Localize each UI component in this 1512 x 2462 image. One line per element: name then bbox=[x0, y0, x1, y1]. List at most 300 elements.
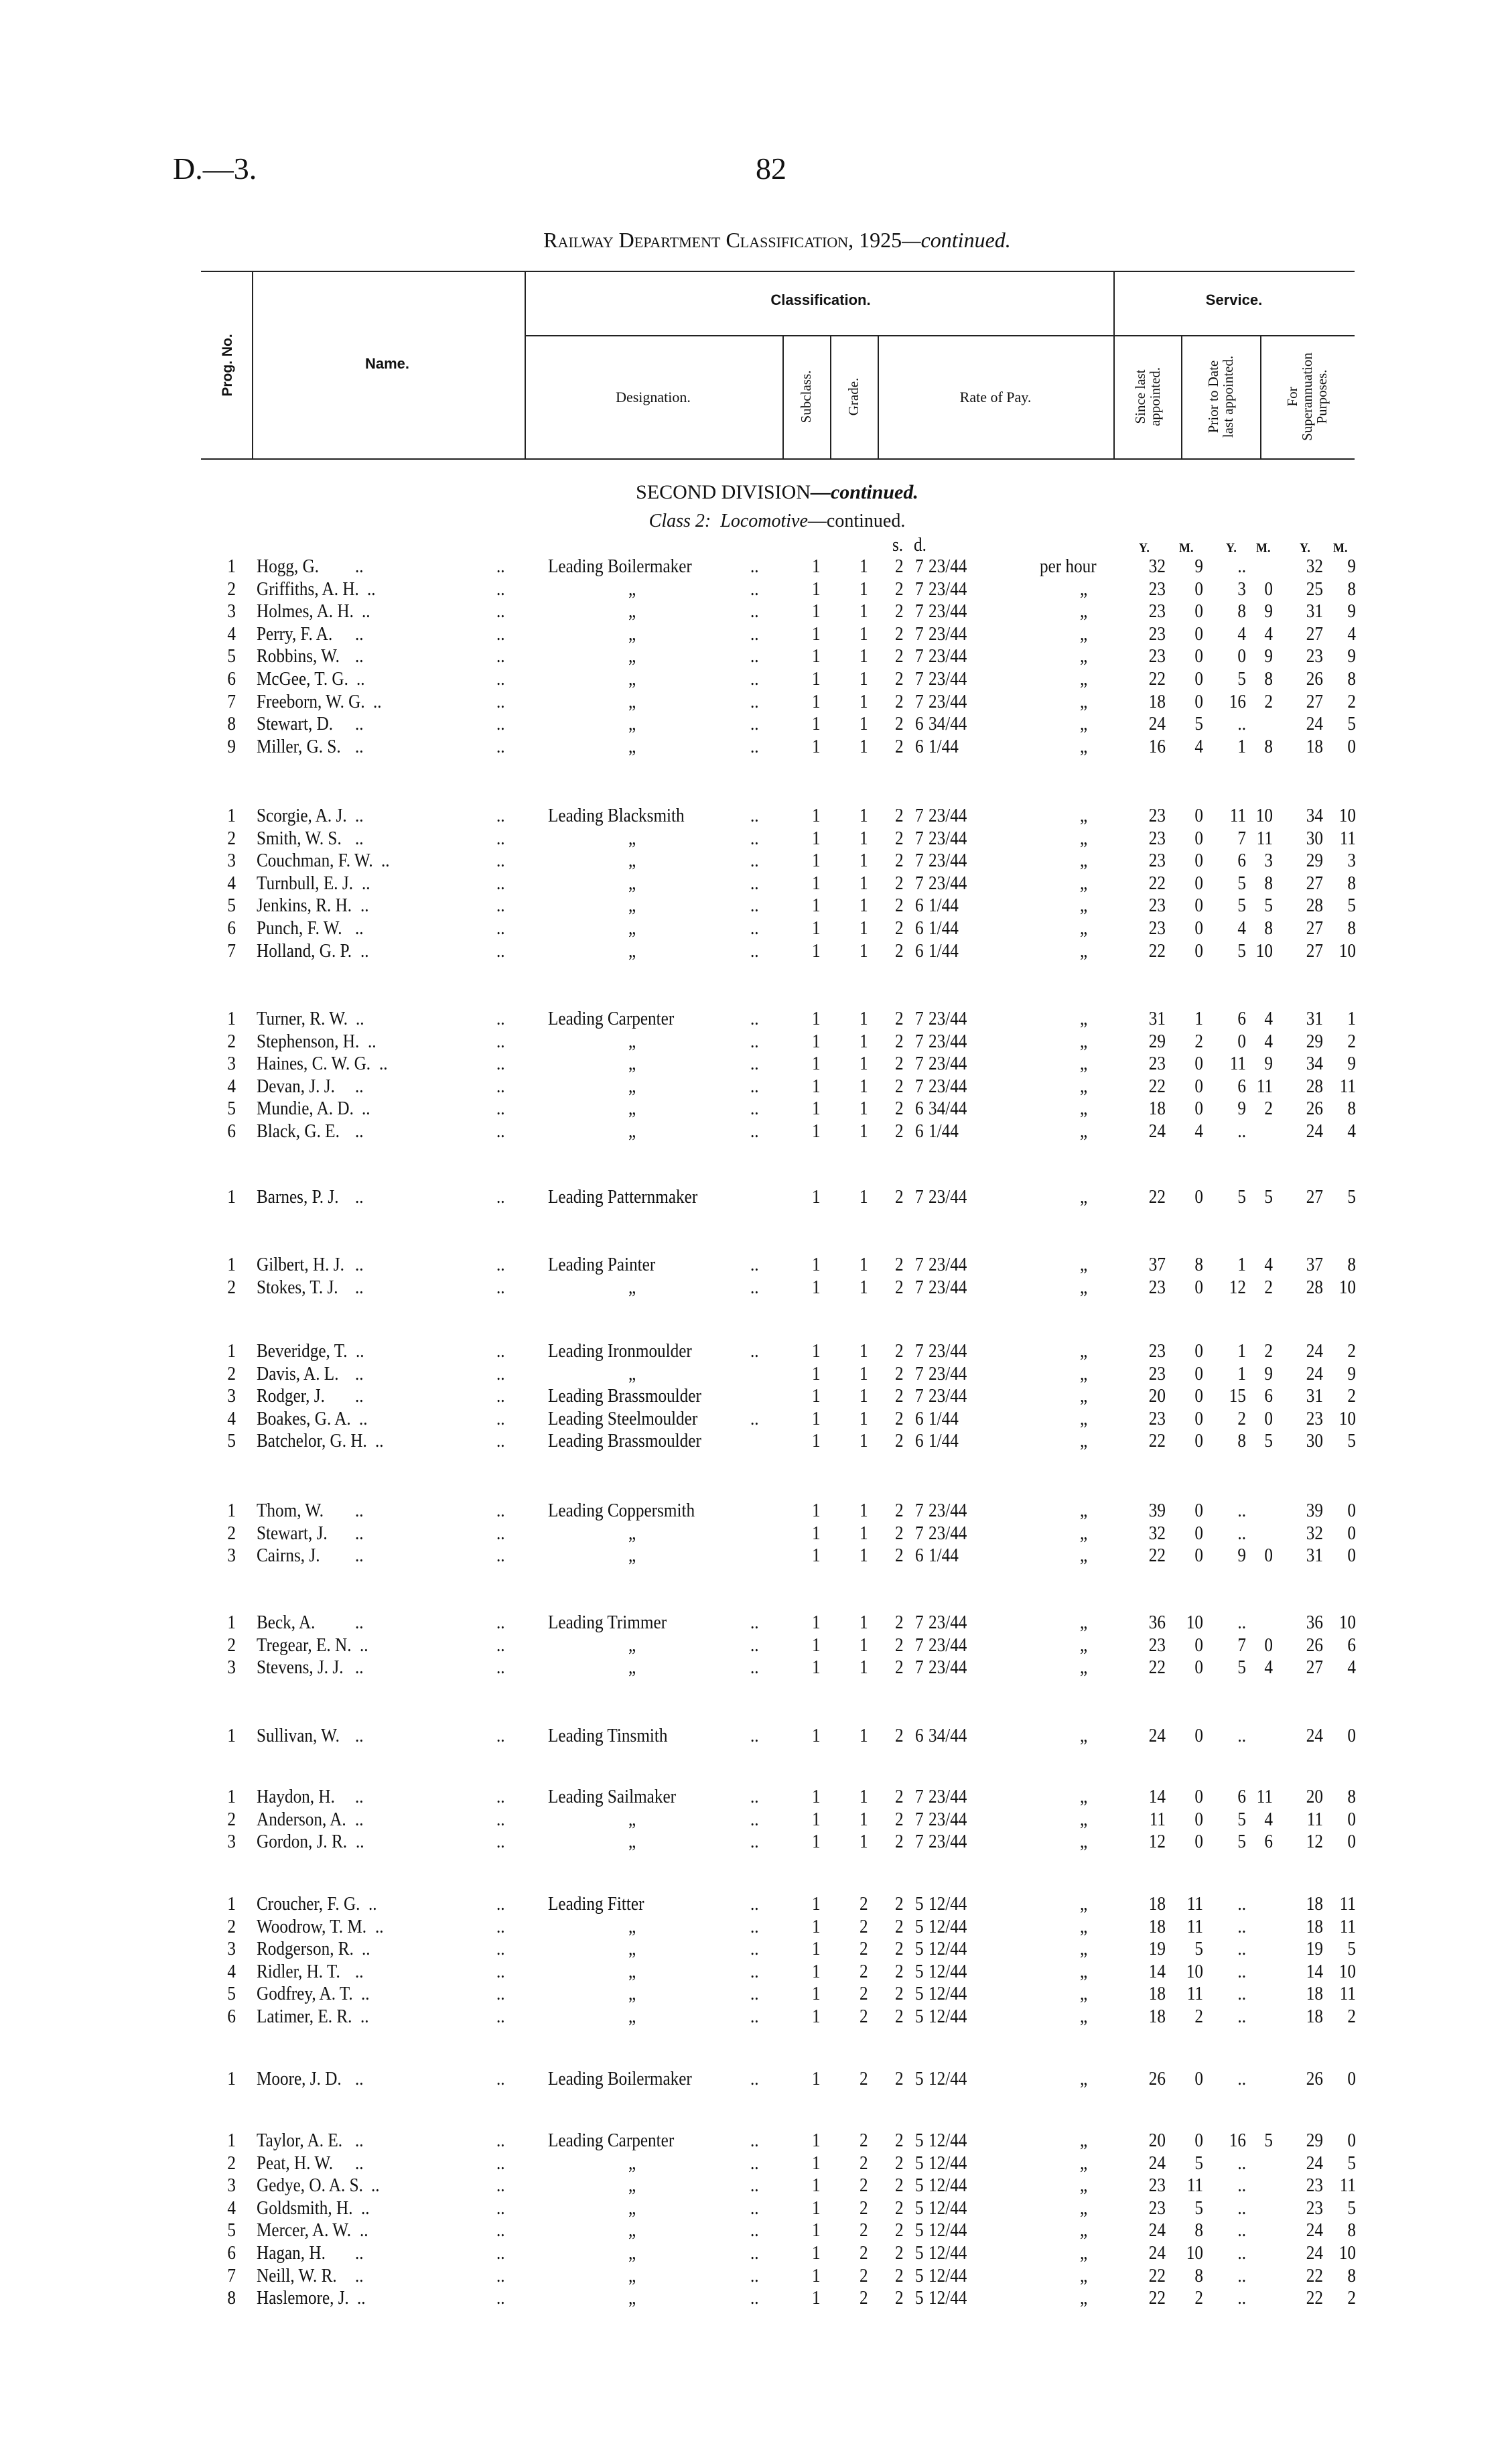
since-last-years: 24 bbox=[1148, 1121, 1166, 1142]
since-last-years: 37 bbox=[1148, 1254, 1166, 1275]
designation-leader: .. bbox=[750, 1098, 759, 1120]
subclass: 1 bbox=[812, 1612, 821, 1633]
super-months: 8 bbox=[1347, 1787, 1356, 1807]
rate-pence: 7 bbox=[915, 872, 924, 894]
rate-fraction: 23/44 bbox=[929, 805, 967, 826]
name-leader: .. bbox=[362, 872, 370, 894]
unit-shillings: s. bbox=[892, 535, 904, 556]
prior-years: 1 bbox=[1237, 1363, 1246, 1384]
rate-unit: „ bbox=[1080, 2197, 1088, 2219]
super-years: 27 bbox=[1306, 691, 1323, 712]
since-last-months: 0 bbox=[1194, 1634, 1203, 1656]
prog-no: 6 bbox=[227, 669, 236, 690]
since-last-years: 11 bbox=[1149, 1809, 1166, 1830]
rate-unit: „ bbox=[1080, 1009, 1088, 1029]
rate-shillings: 2 bbox=[895, 1787, 904, 1807]
rate-unit: „ bbox=[1080, 623, 1088, 645]
subclass: 1 bbox=[812, 1031, 821, 1052]
since-last-months: 2 bbox=[1194, 2006, 1203, 2027]
rate-unit: „ bbox=[1080, 1726, 1088, 1746]
super-months: 0 bbox=[1347, 736, 1356, 757]
rate-unit: „ bbox=[1080, 714, 1088, 735]
name: Griffiths, A. H. bbox=[257, 578, 359, 600]
rate-fraction: 12/44 bbox=[929, 1894, 967, 1915]
rate-pence: 7 bbox=[915, 669, 924, 690]
rate-shillings: 2 bbox=[895, 714, 904, 735]
rate-unit: „ bbox=[1080, 1657, 1088, 1679]
super-years: 19 bbox=[1306, 1939, 1323, 1960]
rate-fraction: 1/44 bbox=[929, 1545, 959, 1567]
since-last-months: 0 bbox=[1194, 850, 1203, 872]
since-last-months: 5 bbox=[1194, 1939, 1203, 1960]
rate-pence: 7 bbox=[915, 1634, 924, 1656]
prior-months: 2 bbox=[1264, 1277, 1273, 1298]
rate-fraction: 12/44 bbox=[929, 2220, 967, 2242]
name-leader-2: .. bbox=[496, 1341, 505, 1362]
super-years: 26 bbox=[1306, 1634, 1323, 1656]
since-last-months: 0 bbox=[1194, 872, 1203, 894]
prior-years: .. bbox=[1237, 1522, 1246, 1544]
rate-shillings: 2 bbox=[895, 1894, 904, 1915]
since-last-years: 22 bbox=[1148, 2288, 1166, 2309]
name-leader-2: .. bbox=[496, 2175, 505, 2197]
designation: „ bbox=[628, 669, 636, 690]
name-leader: .. bbox=[356, 669, 365, 690]
rate-shillings: 2 bbox=[895, 1961, 904, 1982]
name: Hogg, G. bbox=[257, 556, 320, 577]
since-last-months: 2 bbox=[1194, 2288, 1203, 2309]
designation: „ bbox=[628, 1363, 636, 1384]
prior-years: 1 bbox=[1237, 736, 1246, 757]
designation: „ bbox=[628, 714, 636, 735]
name: Robbins, W. bbox=[257, 646, 340, 667]
prior-years: .. bbox=[1237, 2243, 1246, 2264]
prior-years: 5 bbox=[1237, 1657, 1246, 1679]
prior-years: 7 bbox=[1237, 828, 1246, 849]
since-last-months: 0 bbox=[1194, 1545, 1203, 1567]
name-leader-2: .. bbox=[496, 556, 505, 577]
name-leader-2: .. bbox=[496, 2265, 505, 2286]
rate-pence: 6 bbox=[915, 736, 924, 757]
name-leader-2: .. bbox=[496, 1634, 505, 1656]
name-leader-2: .. bbox=[496, 2197, 505, 2219]
since-last-months: 8 bbox=[1194, 2220, 1203, 2242]
rate-unit: „ bbox=[1080, 1939, 1088, 1960]
rate-pence: 7 bbox=[915, 1831, 924, 1853]
grade: 1 bbox=[860, 828, 868, 849]
unit-months: M. bbox=[1256, 541, 1271, 556]
prior-months: 8 bbox=[1264, 669, 1273, 690]
rate-fraction: 12/44 bbox=[929, 2152, 967, 2174]
designation: „ bbox=[628, 1831, 636, 1853]
prior-years: 8 bbox=[1237, 601, 1246, 623]
rate-fraction: 12/44 bbox=[929, 1984, 967, 2005]
prog-no: 1 bbox=[227, 1009, 236, 1029]
designation-leader: .. bbox=[750, 1726, 759, 1746]
prog-no: 7 bbox=[227, 691, 236, 712]
designation: „ bbox=[628, 828, 636, 849]
super-months: 10 bbox=[1338, 2243, 1356, 2264]
prior-years: .. bbox=[1237, 2220, 1246, 2242]
rate-unit: „ bbox=[1080, 1634, 1088, 1656]
grade: 1 bbox=[860, 1363, 868, 1384]
page-title bbox=[543, 228, 1011, 253]
grade: 1 bbox=[860, 1254, 868, 1275]
super-years: 24 bbox=[1306, 1341, 1323, 1362]
prior-months: 5 bbox=[1264, 1187, 1273, 1208]
name: Holland, G. P. bbox=[257, 940, 352, 962]
name: Smith, W. S. bbox=[257, 828, 342, 849]
name-leader-2: .. bbox=[496, 578, 505, 600]
prog-no: 1 bbox=[227, 1500, 236, 1521]
since-last-months: 0 bbox=[1194, 2130, 1203, 2151]
designation: „ bbox=[628, 872, 636, 894]
rate-shillings: 2 bbox=[895, 895, 904, 917]
name: Barnes, P. J. bbox=[257, 1187, 339, 1208]
since-last-months: 0 bbox=[1194, 1187, 1203, 1208]
grade: 1 bbox=[860, 850, 868, 872]
super-years: 24 bbox=[1306, 2220, 1323, 2242]
super-years: 34 bbox=[1306, 1053, 1323, 1075]
since-last-months: 0 bbox=[1194, 1522, 1203, 1544]
name-leader-2: .. bbox=[496, 828, 505, 849]
super-months: 4 bbox=[1347, 623, 1356, 645]
since-last-years: 22 bbox=[1148, 1187, 1166, 1208]
super-years: 32 bbox=[1306, 1522, 1323, 1544]
prog-no: 8 bbox=[227, 714, 236, 735]
name-leader: .. bbox=[362, 1098, 370, 1120]
name: Stephenson, H. bbox=[257, 1031, 360, 1052]
rate-fraction: 12/44 bbox=[929, 2265, 967, 2286]
name: Cairns, J. bbox=[257, 1545, 320, 1567]
since-last-years: 20 bbox=[1148, 2130, 1166, 2151]
designation: „ bbox=[628, 1809, 636, 1830]
designation: „ bbox=[628, 1634, 636, 1656]
name: Haydon, H. bbox=[257, 1787, 335, 1807]
since-last-years: 32 bbox=[1148, 556, 1166, 577]
subclass: 1 bbox=[812, 2197, 821, 2219]
name: Mundie, A. D. bbox=[257, 1098, 354, 1120]
super-months: 5 bbox=[1347, 1187, 1356, 1208]
name: Punch, F. W. bbox=[257, 918, 342, 939]
name: Goldsmith, H. bbox=[257, 2197, 353, 2219]
designation: „ bbox=[628, 1961, 636, 1982]
super-months: 0 bbox=[1347, 2069, 1356, 2089]
since-last-years: 18 bbox=[1148, 691, 1166, 712]
super-months: 0 bbox=[1347, 1500, 1356, 1521]
rate-fraction: 23/44 bbox=[929, 828, 967, 849]
subclass: 1 bbox=[812, 2265, 821, 2286]
rate-unit: „ bbox=[1080, 1894, 1088, 1915]
grade: 1 bbox=[860, 1341, 868, 1362]
name: Mercer, A. W. bbox=[257, 2220, 352, 2242]
rate-pence: 7 bbox=[915, 691, 924, 712]
since-last-years: 23 bbox=[1148, 2175, 1166, 2197]
subclass: 1 bbox=[812, 1363, 821, 1384]
name-leader: .. bbox=[368, 1894, 377, 1915]
grade: 1 bbox=[860, 1522, 868, 1544]
name-leader: .. bbox=[360, 1634, 368, 1656]
prior-years: 5 bbox=[1237, 1831, 1246, 1853]
super-years: 26 bbox=[1306, 1098, 1323, 1120]
rate-pence: 7 bbox=[915, 805, 924, 826]
prog-no: 7 bbox=[227, 2265, 236, 2286]
name-leader: .. bbox=[355, 1787, 364, 1807]
name-leader: .. bbox=[355, 1254, 364, 1275]
prior-months: 11 bbox=[1256, 828, 1273, 849]
rate-shillings: 2 bbox=[895, 623, 904, 645]
since-last-months: 0 bbox=[1194, 2069, 1203, 2089]
rate-unit: „ bbox=[1080, 828, 1088, 849]
since-last-years: 23 bbox=[1148, 623, 1166, 645]
since-last-years: 14 bbox=[1148, 1961, 1166, 1982]
rate-shillings: 2 bbox=[895, 1831, 904, 1853]
since-last-years: 22 bbox=[1148, 1545, 1166, 1567]
prog-no: 9 bbox=[227, 736, 236, 757]
rate-shillings: 2 bbox=[895, 1187, 904, 1208]
since-last-years: 23 bbox=[1148, 828, 1166, 849]
super-months: 2 bbox=[1347, 1031, 1356, 1052]
prior-years: .. bbox=[1237, 1726, 1246, 1746]
super-months: 2 bbox=[1347, 1341, 1356, 1362]
prior-years: .. bbox=[1237, 2175, 1246, 2197]
prior-years: 7 bbox=[1237, 1634, 1246, 1656]
rate-fraction: 23/44 bbox=[929, 1053, 967, 1075]
super-months: 8 bbox=[1347, 669, 1356, 690]
rate-fraction: 23/44 bbox=[929, 1787, 967, 1807]
rate-shillings: 2 bbox=[895, 1009, 904, 1029]
rate-pence: 5 bbox=[915, 2197, 924, 2219]
prior-months: 8 bbox=[1264, 872, 1273, 894]
name-leader-2: .. bbox=[496, 1408, 505, 1429]
designation: Leading Sailmaker bbox=[548, 1787, 677, 1807]
name-leader: .. bbox=[373, 691, 382, 712]
super-years: 24 bbox=[1306, 714, 1323, 735]
grade: 1 bbox=[860, 669, 868, 690]
prior-years: 5 bbox=[1237, 669, 1246, 690]
prog-no: 5 bbox=[227, 1098, 236, 1120]
rate-unit: „ bbox=[1080, 1121, 1088, 1142]
subclass: 1 bbox=[812, 556, 821, 577]
prior-months: 2 bbox=[1264, 1341, 1273, 1362]
prior-years: 4 bbox=[1237, 918, 1246, 939]
name-leader-2: .. bbox=[496, 805, 505, 826]
since-last-years: 23 bbox=[1148, 1277, 1166, 1298]
super-years: 29 bbox=[1306, 1031, 1323, 1052]
name-leader: .. bbox=[356, 1831, 364, 1853]
col-divider bbox=[878, 335, 879, 460]
name-leader-2: .. bbox=[496, 2006, 505, 2027]
since-last-years: 23 bbox=[1148, 1053, 1166, 1075]
designation-leader: .. bbox=[750, 578, 759, 600]
name: Davis, A. L. bbox=[257, 1363, 339, 1384]
since-last-months: 0 bbox=[1194, 895, 1203, 917]
prior-months: 8 bbox=[1264, 918, 1273, 939]
since-last-years: 23 bbox=[1148, 2197, 1166, 2219]
prior-years: 6 bbox=[1237, 1787, 1246, 1807]
rate-unit: „ bbox=[1080, 2152, 1088, 2174]
col-divider bbox=[782, 335, 784, 460]
rate-fraction: 23/44 bbox=[929, 1612, 967, 1633]
subclass: 1 bbox=[812, 623, 821, 645]
name-leader: .. bbox=[355, 623, 364, 645]
super-months: 0 bbox=[1347, 1809, 1356, 1830]
name-leader-2: .. bbox=[496, 736, 505, 757]
subclass: 1 bbox=[812, 601, 821, 623]
rate-shillings: 2 bbox=[895, 2243, 904, 2264]
designation-leader: .. bbox=[750, 2130, 759, 2151]
since-last-years: 23 bbox=[1148, 1408, 1166, 1429]
grade: 2 bbox=[860, 2130, 868, 2151]
rate-shillings: 2 bbox=[895, 1612, 904, 1633]
designation-leader: .. bbox=[750, 1277, 759, 1298]
designation: Leading Brassmoulder bbox=[548, 1386, 701, 1407]
super-years: 24 bbox=[1306, 2152, 1323, 2174]
super-years: 27 bbox=[1306, 1657, 1323, 1679]
designation: „ bbox=[628, 850, 636, 872]
since-last-years: 24 bbox=[1148, 2152, 1166, 2174]
prog-no: 3 bbox=[227, 850, 236, 872]
grade: 1 bbox=[860, 1787, 868, 1807]
grade: 2 bbox=[860, 1939, 868, 1960]
grade: 1 bbox=[860, 1053, 868, 1075]
designation: Leading Blacksmith bbox=[548, 805, 685, 826]
grade: 1 bbox=[860, 1187, 868, 1208]
rate-unit: „ bbox=[1080, 1053, 1088, 1075]
prog-no: 3 bbox=[227, 1053, 236, 1075]
rate-unit: „ bbox=[1080, 2265, 1088, 2286]
name: Black, G. E. bbox=[257, 1121, 340, 1142]
col-divider bbox=[1181, 335, 1182, 460]
name: Ridler, H. T. bbox=[257, 1961, 340, 1982]
designation: „ bbox=[628, 2265, 636, 2286]
rate-shillings: 2 bbox=[895, 646, 904, 667]
since-last-years: 23 bbox=[1148, 1634, 1166, 1656]
name-leader-2: .. bbox=[496, 1894, 505, 1915]
designation: Leading Coppersmith bbox=[548, 1500, 695, 1521]
rate-fraction: 12/44 bbox=[929, 2006, 967, 2027]
since-last-years: 22 bbox=[1148, 2265, 1166, 2286]
grade: 1 bbox=[860, 714, 868, 735]
prog-no: 6 bbox=[227, 1121, 236, 1142]
name-leader: .. bbox=[362, 1939, 370, 1960]
prior-years: .. bbox=[1237, 1961, 1246, 1982]
designation: „ bbox=[628, 2152, 636, 2174]
prog-no: 1 bbox=[227, 2130, 236, 2151]
subclass: 1 bbox=[812, 895, 821, 917]
name-leader: .. bbox=[375, 1916, 384, 1937]
prog-no: 4 bbox=[227, 1408, 236, 1429]
prog-no: 5 bbox=[227, 2220, 236, 2242]
rate-unit: „ bbox=[1080, 850, 1088, 872]
name-leader-2: .. bbox=[496, 1386, 505, 1407]
designation: „ bbox=[628, 1522, 636, 1544]
rate-fraction: 1/44 bbox=[929, 895, 959, 917]
rate-shillings: 2 bbox=[895, 556, 904, 577]
designation-leader: .. bbox=[750, 669, 759, 690]
subclass: 1 bbox=[812, 872, 821, 894]
name: Stewart, D. bbox=[257, 714, 334, 735]
prior-years: 5 bbox=[1237, 1187, 1246, 1208]
rate-fraction: 23/44 bbox=[929, 1187, 967, 1208]
prog-no: 1 bbox=[227, 2069, 236, 2089]
name-leader: .. bbox=[355, 1386, 364, 1407]
subclass: 1 bbox=[812, 1098, 821, 1120]
grade: 1 bbox=[860, 1431, 868, 1452]
prior-years: 5 bbox=[1237, 1809, 1246, 1830]
name-leader-2: .. bbox=[496, 1431, 505, 1452]
super-months: 5 bbox=[1347, 895, 1356, 917]
designation: „ bbox=[628, 918, 636, 939]
rate-pence: 5 bbox=[915, 1984, 924, 2005]
name-leader: .. bbox=[355, 1545, 364, 1567]
prior-years: 16 bbox=[1229, 2130, 1246, 2151]
rate-fraction: 23/44 bbox=[929, 623, 967, 645]
super-months: 8 bbox=[1347, 578, 1356, 600]
prog-no: 4 bbox=[227, 623, 236, 645]
since-last-years: 23 bbox=[1148, 918, 1166, 939]
since-last-months: 0 bbox=[1194, 1098, 1203, 1120]
designation-leader: .. bbox=[750, 1612, 759, 1633]
super-years: 29 bbox=[1306, 2130, 1323, 2151]
super-months: 11 bbox=[1339, 828, 1356, 849]
rate-shillings: 2 bbox=[895, 1121, 904, 1142]
rate-fraction: 23/44 bbox=[929, 646, 967, 667]
designation: Leading Boilermaker bbox=[548, 556, 692, 577]
super-years: 28 bbox=[1306, 1277, 1323, 1298]
prior-years: .. bbox=[1237, 2197, 1246, 2219]
name-leader-2: .. bbox=[496, 623, 505, 645]
rate-fraction: 23/44 bbox=[929, 1634, 967, 1656]
super-months: 0 bbox=[1347, 1831, 1356, 1853]
designation-leader: .. bbox=[750, 1916, 759, 1937]
rate-pence: 6 bbox=[915, 1121, 924, 1142]
designation: „ bbox=[628, 1545, 636, 1567]
grade: 1 bbox=[860, 1612, 868, 1633]
rate-pence: 7 bbox=[915, 646, 924, 667]
designation-leader: .. bbox=[750, 1831, 759, 1853]
prior-years: 3 bbox=[1237, 578, 1246, 600]
rate-pence: 7 bbox=[915, 556, 924, 577]
since-last-months: 0 bbox=[1194, 669, 1203, 690]
subclass: 1 bbox=[812, 918, 821, 939]
rate-shillings: 2 bbox=[895, 1545, 904, 1567]
designation-leader: .. bbox=[750, 1809, 759, 1830]
prior-months: 4 bbox=[1264, 1009, 1273, 1029]
since-last-years: 12 bbox=[1148, 1831, 1166, 1853]
name-leader-2: .. bbox=[496, 714, 505, 735]
prior-years: 9 bbox=[1237, 1098, 1246, 1120]
designation: Leading Trimmer bbox=[548, 1612, 667, 1633]
name-leader: .. bbox=[355, 1076, 364, 1097]
since-last-years: 31 bbox=[1148, 1009, 1166, 1029]
name: Couchman, F. W. bbox=[257, 850, 373, 872]
grade: 2 bbox=[860, 2069, 868, 2089]
rate-fraction: 12/44 bbox=[929, 2197, 967, 2219]
name: Turner, R. W. bbox=[257, 1009, 348, 1029]
rate-pence: 6 bbox=[915, 918, 924, 939]
name-leader: .. bbox=[360, 2220, 368, 2242]
super-years: 22 bbox=[1306, 2265, 1323, 2286]
rate-pence: 5 bbox=[915, 1939, 924, 1960]
since-last-months: 0 bbox=[1194, 1363, 1203, 1384]
rate-pence: 5 bbox=[915, 2069, 924, 2089]
designation: „ bbox=[628, 1277, 636, 1298]
since-last-months: 0 bbox=[1194, 578, 1203, 600]
rate-pence: 5 bbox=[915, 2243, 924, 2264]
super-months: 2 bbox=[1347, 2006, 1356, 2027]
rate-unit: „ bbox=[1080, 1031, 1088, 1052]
